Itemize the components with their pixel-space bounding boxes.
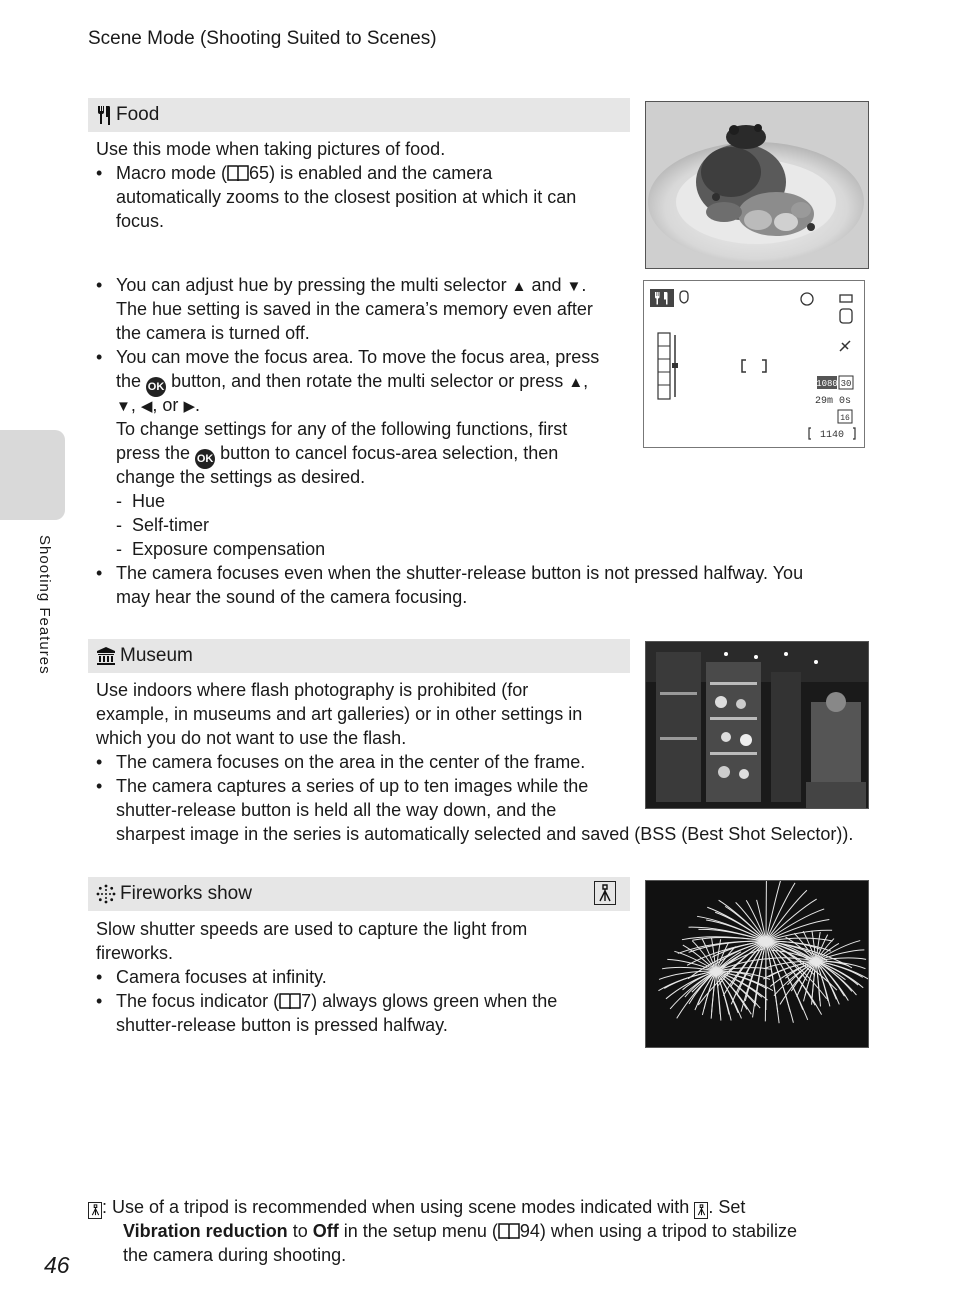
food-intro: Use this mode when taking pictures of food. xyxy=(96,139,446,159)
fireworks-section-header xyxy=(88,877,630,911)
text-span: Macro mode ( xyxy=(116,163,228,183)
left-arrow-icon: ◀ xyxy=(140,398,153,415)
resolution-readout: 1080 xyxy=(816,379,838,389)
food-title: Food xyxy=(116,104,160,125)
page-ref: 94 xyxy=(519,1221,540,1241)
bullet-dot: • xyxy=(96,967,103,987)
museum-icon xyxy=(96,646,116,666)
image-size-icon: 16 xyxy=(840,414,850,423)
text-span: The focus indicator ( xyxy=(116,991,280,1011)
bullet-dot: • xyxy=(96,347,103,367)
food-shutter-line1: The camera focuses even when the shutter-release button is not pressed halfway. You xyxy=(116,563,804,583)
text-span: You can adjust hue by pressing the multi selector xyxy=(116,275,507,295)
time-readout: 29m 0s xyxy=(814,396,851,407)
museum-bullet2-line3: sharpest image in the series is automatically selected and saved (BSS (Best Shot Selector)). xyxy=(116,824,854,844)
text-span: , or xyxy=(152,395,179,415)
ok-button-icon: OK xyxy=(146,377,166,397)
text-span: Self-timer xyxy=(132,515,210,535)
food-change-line3: change the settings as desired. xyxy=(116,467,366,487)
text-span: ) when using a tripod to stabilize xyxy=(539,1221,798,1241)
text-span: : Use of a tripod is recommended when using scene modes indicated with xyxy=(102,1197,690,1217)
food-hue-line3: the camera is turned off. xyxy=(116,323,310,343)
bullet-dot: • xyxy=(96,275,103,295)
text-span: Off xyxy=(312,1221,339,1241)
fireworks-bullet2-line2: shutter-release button is pressed halfway. xyxy=(116,1015,448,1035)
food-photo xyxy=(645,101,869,269)
bullet-dot: • xyxy=(96,752,103,772)
down-arrow-icon: ▼ xyxy=(566,278,582,295)
text-span: Hue xyxy=(132,491,166,511)
text-span: ) always glows green when the xyxy=(311,991,558,1011)
tripod-icon xyxy=(594,881,616,905)
text-span: Vibration reduction xyxy=(123,1221,288,1241)
fork-knife-icon xyxy=(96,105,112,125)
museum-intro-line3: which you do not want to use the flash. xyxy=(96,728,407,748)
sub-item-hue: - Hue xyxy=(116,491,166,511)
bullet-dot: • xyxy=(96,776,103,796)
text-span: press the xyxy=(116,443,191,463)
museum-bullet1: The camera focuses on the area in the center of the frame. xyxy=(116,752,586,772)
up-arrow-icon: ▲ xyxy=(511,278,527,295)
page-ref: 7 xyxy=(301,991,312,1011)
fireworks-icon xyxy=(96,884,116,904)
ok-button-icon: OK xyxy=(195,449,215,469)
right-arrow-icon: ▶ xyxy=(183,398,195,415)
food-focus-line2: the OK button, and then rotate the multi selector or press ▲, xyxy=(116,369,588,397)
book-reference-icon xyxy=(498,1222,520,1240)
text-span: to xyxy=(292,1221,308,1241)
page-number: 46 xyxy=(44,1252,70,1278)
museum-intro-line2: example, in museums and art galleries) or in other settings in xyxy=(96,704,583,724)
bullet-dot: • xyxy=(96,991,103,1011)
food-section-header xyxy=(88,98,630,132)
sub-item-self-timer: - Self-timer xyxy=(116,515,210,535)
museum-intro-line1: Use indoors where flash photography is prohibited (for xyxy=(96,680,529,700)
text-span: in the setup menu ( xyxy=(343,1221,498,1241)
book-reference-icon xyxy=(227,164,249,182)
shots-readout: 1140 xyxy=(819,430,845,441)
fireworks-title: Fireworks show xyxy=(120,883,252,904)
footnote-line1 xyxy=(88,1195,745,1219)
up-arrow-icon: ▲ xyxy=(568,374,584,391)
museum-title: Museum xyxy=(120,645,193,666)
sub-item-exposure: - Exposure compensation xyxy=(116,539,326,559)
footnote-line3: the camera during shooting. xyxy=(123,1245,347,1265)
food-macro-line2: automatically zooms to the closest position at which it can xyxy=(116,187,577,207)
text-span: button, and then rotate the multi selector or press xyxy=(171,371,564,391)
side-tab xyxy=(0,430,65,520)
down-arrow-icon: ▼ xyxy=(116,398,131,415)
text-span: ) is enabled and the camera xyxy=(269,163,493,183)
fireworks-photo xyxy=(645,880,869,1048)
page-header: Scene Mode (Shooting Suited to Scenes) xyxy=(88,28,437,49)
footnote-line2 xyxy=(123,1219,797,1243)
museum-photo xyxy=(645,641,869,809)
camera-monitor-screen xyxy=(643,280,865,448)
food-focus-line1: You can move the focus area. To move the focus area, press xyxy=(116,347,600,367)
text-span: button to cancel focus-area selection, then xyxy=(220,443,559,463)
museum-bullet2-line1: The camera captures a series of up to ten images while the xyxy=(116,776,589,796)
fireworks-bullet2 xyxy=(116,989,557,1013)
tripod-icon xyxy=(694,1202,708,1219)
food-macro-text xyxy=(116,161,492,185)
fireworks-bullet1: Camera focuses at infinity. xyxy=(116,967,327,987)
food-hue-line2: The hue setting is saved in the camera’s memory even after xyxy=(116,299,593,319)
page-ref: 65 xyxy=(249,163,270,183)
text-span: the xyxy=(116,371,142,391)
text-span: Exposure compensation xyxy=(132,539,326,559)
food-hue-text: You can adjust hue by pressing the multi selector ▲ and ▼. xyxy=(116,275,587,295)
text-span: and xyxy=(531,275,562,295)
text-span: . Set xyxy=(708,1197,746,1217)
fireworks-intro-line1: Slow shutter speeds are used to capture the light from xyxy=(96,919,528,939)
side-tab-label: Shooting Features xyxy=(36,535,53,675)
fps-readout: 30 xyxy=(840,379,852,389)
bullet-dot: • xyxy=(96,163,103,183)
museum-bullet2-line2: shutter-release button is held all the way down, and the xyxy=(116,800,557,820)
fireworks-intro-line2: fireworks. xyxy=(96,943,174,963)
food-shutter-line2: may hear the sound of the camera focusing. xyxy=(116,587,468,607)
book-reference-icon xyxy=(279,992,301,1010)
food-macro-line3: focus. xyxy=(116,211,165,231)
tripod-icon xyxy=(88,1202,102,1219)
food-focus-line3: ▼, ◀, or ▶. xyxy=(116,395,201,415)
food-change-line1: To change settings for any of the following functions, first xyxy=(116,419,568,439)
bullet-dot: • xyxy=(96,563,103,583)
museum-section-header xyxy=(88,639,630,673)
